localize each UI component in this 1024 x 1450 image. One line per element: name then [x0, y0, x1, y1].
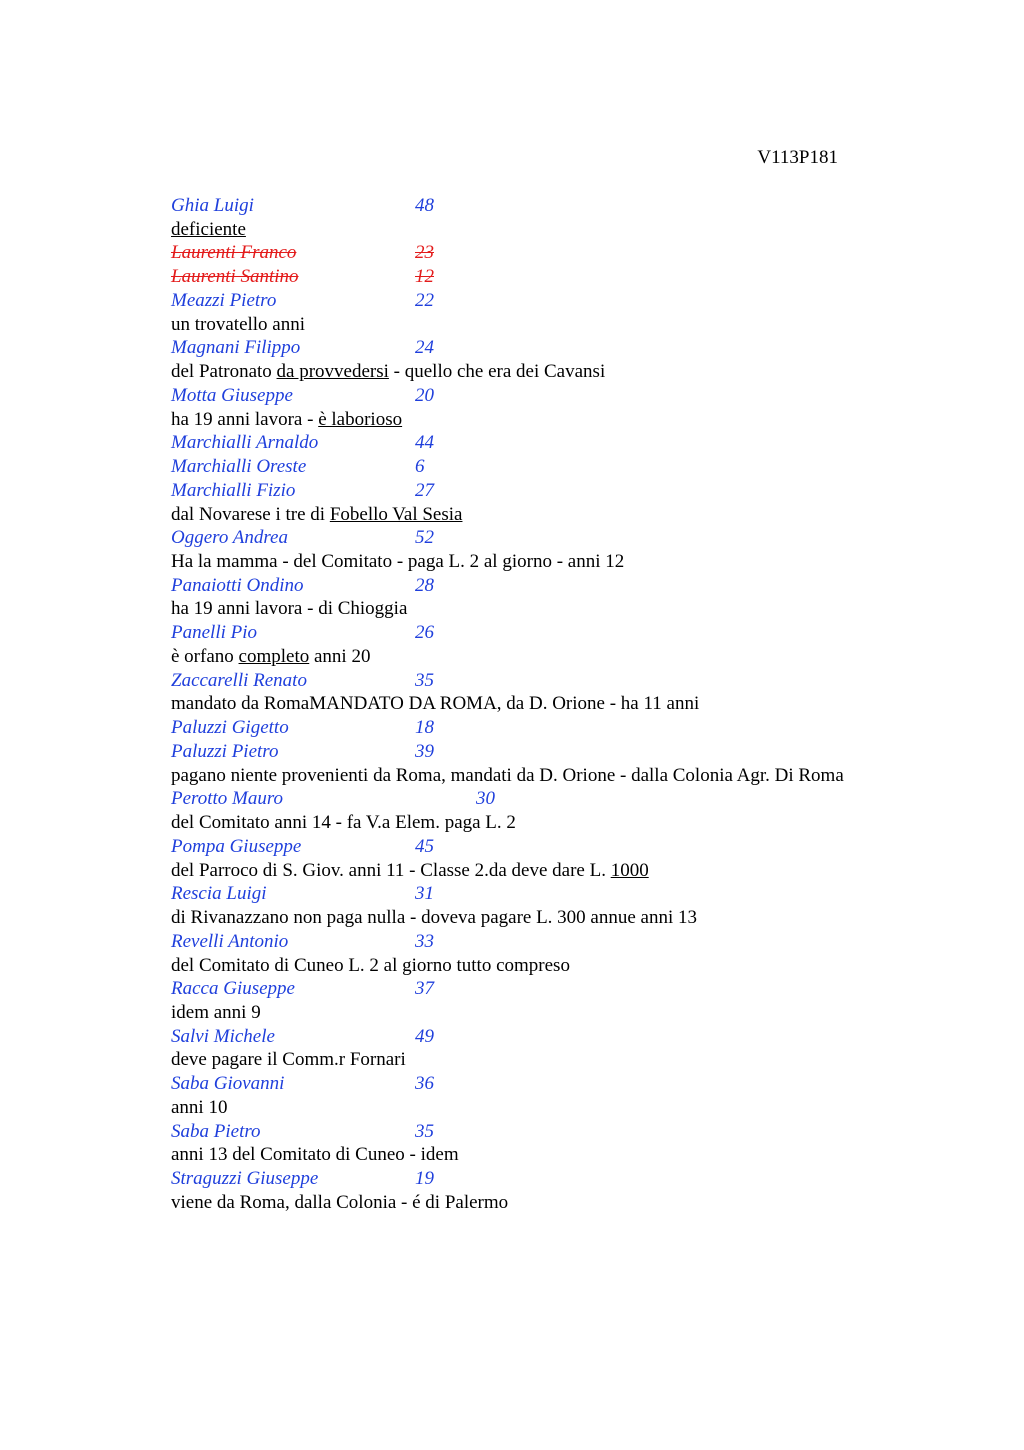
entry-number: 22 [415, 289, 434, 311]
underlined-text: da provvedersi [276, 361, 389, 383]
student-entry [171, 930, 971, 954]
entry-name: Paluzzi Gigetto [171, 717, 289, 739]
entry-number: 49 [415, 1025, 434, 1047]
student-entry [171, 716, 971, 740]
entry-name: Saba Giovanni [171, 1073, 285, 1095]
entry-note [171, 764, 971, 788]
entry-note [171, 408, 971, 432]
entry-name: Meazzi Pietro [171, 289, 277, 311]
note-text: ha 19 anni lavora - di Chioggia [171, 598, 408, 620]
entry-number: 6 [415, 456, 425, 478]
underlined-text: completo [238, 645, 310, 667]
student-entry [171, 882, 971, 906]
student-entry [171, 740, 971, 764]
entry-name: Marchialli Arnaldo [171, 432, 319, 454]
entry-number: 39 [415, 740, 434, 762]
entry-number: 31 [415, 883, 434, 905]
note-text: viene da Roma, dalla Colonia - é di Palermo [171, 1191, 509, 1213]
note-text: un trovatello anni [171, 313, 306, 335]
entry-note [171, 692, 971, 716]
entry-name: Marchialli Fizio [171, 479, 296, 501]
student-entry [171, 336, 971, 360]
entry-number: 44 [415, 432, 434, 454]
register-list [171, 194, 971, 1215]
student-entry [171, 1167, 971, 1191]
entry-name: Oggero Andrea [171, 527, 288, 549]
entry-name: Zaccarelli Renato [171, 669, 307, 691]
entry-note [171, 313, 971, 337]
note-text: idem anni 9 [171, 1001, 261, 1023]
entry-name: Pompa Giuseppe [171, 835, 302, 857]
note-text: anni 10 [171, 1096, 228, 1118]
student-entry [171, 1025, 971, 1049]
entry-number: 48 [415, 195, 434, 216]
note-text: è orfano [171, 645, 239, 667]
student-entry [171, 669, 971, 693]
note-text: ha 19 anni lavora - [171, 408, 319, 430]
entry-name: Salvi Michele [171, 1025, 275, 1047]
entry-note [171, 1048, 971, 1072]
entry-name: Perotto Mauro [171, 788, 284, 810]
entry-name: Paluzzi Pietro [171, 740, 279, 762]
entry-name: Marchialli Oreste [171, 456, 307, 478]
entry-name: Racca Giuseppe [171, 978, 295, 1000]
note-text: dal Novarese i tre di [171, 503, 330, 525]
entry-name: Magnani Filippo [171, 337, 301, 359]
entry-number: 35 [415, 669, 434, 691]
entry-name: Laurenti Santino [171, 266, 299, 288]
entry-number: 33 [415, 930, 434, 952]
student-entry [171, 835, 971, 859]
entry-note [171, 811, 971, 835]
student-entry [171, 384, 971, 408]
entry-number: 30 [476, 788, 495, 810]
underlined-text: Fobello Val Sesia [329, 503, 463, 525]
note-text: del Comitato anni 14 - fa V.a Elem. paga L. 2 [171, 812, 516, 834]
entry-number: 19 [415, 1168, 434, 1190]
entry-note [171, 550, 971, 574]
entry-note [171, 360, 971, 384]
student-entry [171, 431, 971, 455]
note-text: pagano niente provenienti da Roma, mandati da D. Orione - dalla Colonia Agr. Di Roma [171, 764, 844, 786]
underlined-text: 1000 [610, 859, 649, 881]
entry-number: 26 [415, 622, 434, 644]
entry-note [171, 597, 971, 621]
entry-note [171, 1143, 971, 1167]
note-text: - quello che era dei Cavansi [388, 361, 606, 383]
note-text: mandato da RomaMANDATO DA ROMA, da D. Orione - ha 11 anni [171, 693, 700, 715]
entry-number: 36 [415, 1073, 434, 1095]
entry-note [171, 906, 971, 930]
student-entry [171, 621, 971, 645]
entry-name: Panelli Pio [171, 622, 258, 644]
note-text: Ha la mamma - del Comitato - paga L. 2 al giorno - anni 12 [171, 551, 625, 573]
student-entry [171, 977, 971, 1001]
student-entry [171, 574, 971, 598]
entry-name: Laurenti Franco [171, 242, 297, 264]
underlined-text: è laborioso [318, 408, 403, 430]
entry-name: Saba Pietro [171, 1120, 261, 1142]
entry-note [171, 1191, 971, 1215]
entry-number: 23 [415, 242, 434, 264]
entry-name: Ghia Luigi [171, 195, 254, 216]
struck-entry [171, 241, 971, 265]
entry-number: 20 [415, 384, 434, 406]
entry-number: 37 [415, 978, 434, 1000]
entry-number: 52 [415, 527, 434, 549]
entry-name: Panaiotti Ondino [171, 574, 304, 596]
student-entry [171, 479, 971, 503]
student-entry [171, 455, 971, 479]
student-entry [171, 1072, 971, 1096]
page-identifier: V113P181 [757, 147, 838, 168]
note-text: di Rivanazzano non paga nulla - doveva pagare L. 300 annue anni 13 [171, 907, 698, 929]
entry-note [171, 859, 971, 883]
entry-note [171, 503, 971, 527]
entry-note [171, 218, 971, 242]
student-entry [171, 289, 971, 313]
entry-number: 35 [415, 1120, 434, 1142]
entry-note [171, 645, 971, 669]
student-entry [171, 194, 971, 218]
entry-name: Rescia Luigi [171, 883, 267, 905]
student-entry [171, 526, 971, 550]
entry-number: 27 [415, 479, 434, 501]
entry-name: Revelli Antonio [171, 930, 289, 952]
student-entry [171, 1120, 971, 1144]
note-text: del Comitato di Cuneo L. 2 al giorno tutto compreso [171, 954, 570, 976]
student-entry [171, 787, 971, 811]
entry-name: Motta Giuseppe [171, 384, 293, 406]
note-text: anni 13 del Comitato di Cuneo - idem [171, 1144, 459, 1166]
entry-number: 28 [415, 574, 434, 596]
struck-entry [171, 265, 971, 289]
entry-note [171, 1096, 971, 1120]
entry-name: Straguzzi Giuseppe [171, 1168, 319, 1190]
entry-number: 12 [415, 266, 434, 288]
entry-number: 18 [415, 717, 434, 739]
entry-note [171, 954, 971, 978]
entry-number: 24 [415, 337, 434, 359]
note-text: del Patronato [171, 361, 277, 383]
underlined-text: deficiente [171, 218, 246, 240]
note-text: del Parroco di S. Giov. anni 11 - Classe 2.da deve dare L. [171, 859, 611, 881]
note-text: deve pagare il Comm.r Fornari [171, 1049, 406, 1071]
entry-number: 45 [415, 835, 434, 857]
entry-note [171, 1001, 971, 1025]
note-text: anni 20 [309, 645, 371, 667]
